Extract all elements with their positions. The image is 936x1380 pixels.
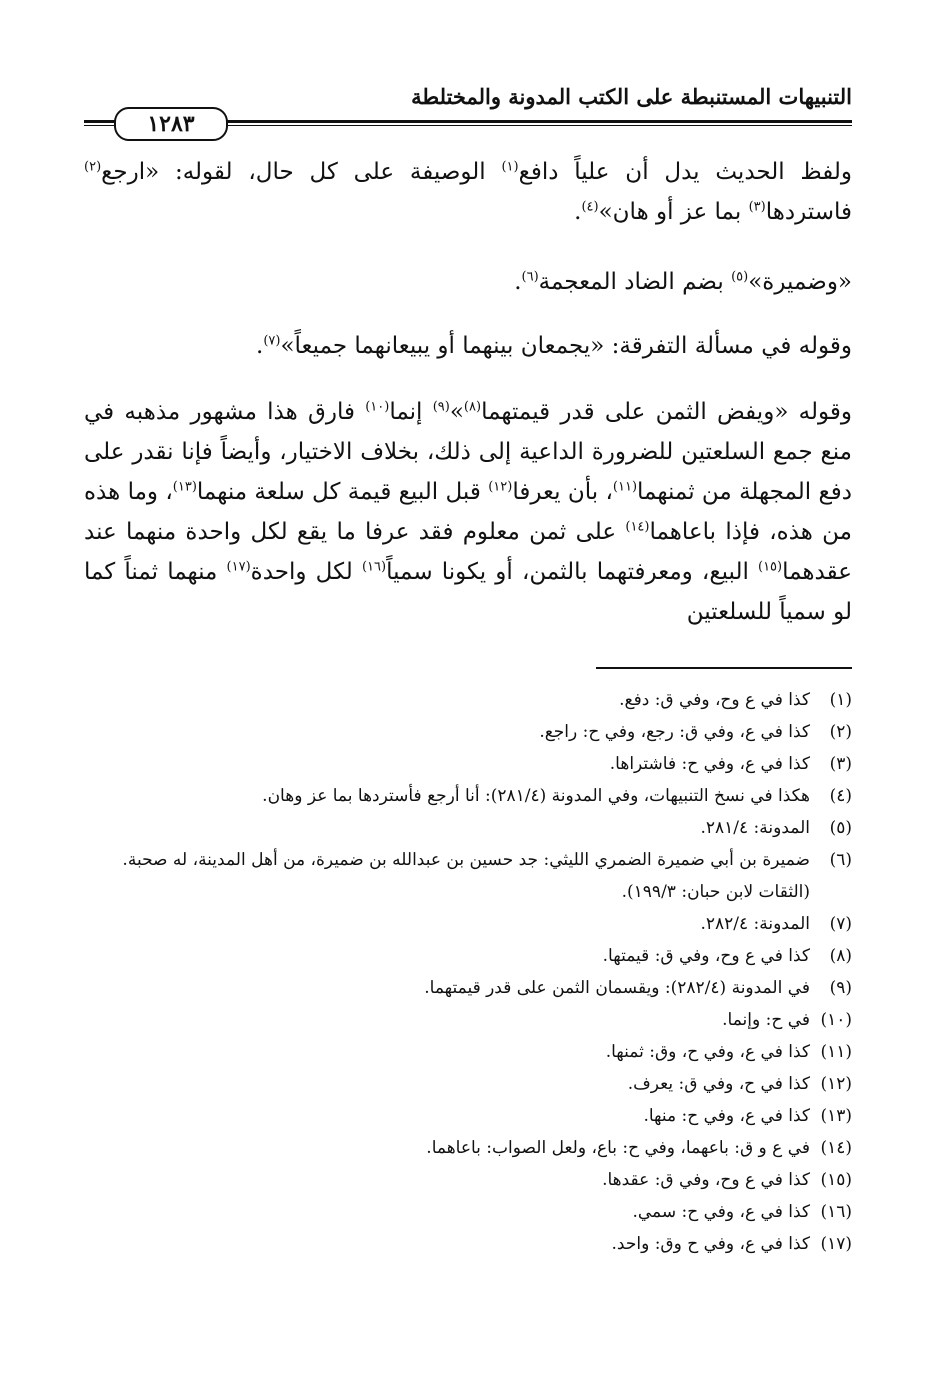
footnote-number: (٤): [829, 786, 852, 806]
footnote: [84, 972, 852, 1004]
footnote-text: في المدونة (٢٨٢/٤): ويقسمان الثمن على قدر قيمتهما.: [424, 978, 810, 998]
footnote-number: (١٦): [820, 1202, 852, 1222]
footnote-text: كذا في ع، وفي ح: منها.: [643, 1106, 810, 1126]
text-run: فارق هذا مشهور مذهبه في منع جمع السلعتين للضرورة الداعية إلى ذلك، بخلاف الاختيار، وأيضاً فإنا نقدر على دفع المجهلة من ثمنهما: [84, 399, 852, 505]
footnote: [84, 1036, 852, 1068]
footnote-text: كذا في ع، وفي ح: سمي.: [632, 1202, 810, 1222]
text-run: لكل واحدة: [250, 559, 362, 585]
footnote-number: (١٣): [820, 1106, 852, 1126]
footnote-ref[interactable]: (٩): [432, 399, 450, 415]
footnote-ref[interactable]: (١): [501, 159, 519, 175]
footnote-text: في ح: وإنما.: [722, 1010, 810, 1030]
footnote-ref[interactable]: (١٥): [758, 559, 783, 575]
footnote-number: (٢): [829, 722, 852, 742]
footnote-text: هكذا في نسخ التنبيهات، وفي المدونة (٢٨١/٤): أنا أرجع فأستردها بما عز وهان.: [262, 786, 810, 806]
footnote-ref[interactable]: (٦): [521, 269, 539, 285]
text-run: .: [256, 333, 264, 359]
footnote-number: (١٠): [820, 1010, 852, 1030]
footnote-number: (٦): [829, 850, 852, 870]
footnote-ref[interactable]: (١٠): [365, 399, 390, 415]
footnote-text: كذا في ع، وفي ح: فاشتراها.: [609, 754, 810, 774]
running-title: التنبيهات المستنبطة على الكتب المدونة والمختلطة: [411, 84, 852, 109]
text-run: الوصيفة على كل حال، لقوله: «ارجع: [101, 159, 502, 185]
footnote: [84, 748, 852, 780]
text-run: البيع، ومعرفتهما بالثمن، أو يكونا سمياً: [386, 559, 758, 585]
footnote-ref[interactable]: (١٢): [488, 479, 513, 495]
footnote-text: كذا في ع وح، وفي ق: عقدها.: [602, 1170, 810, 1190]
text-run: ، بأن يعرفا: [512, 479, 613, 505]
footnote-ref[interactable]: (١٣): [172, 479, 197, 495]
footnote-text: كذا في ح، وفي ق: يعرف.: [627, 1074, 810, 1094]
text-run: على ثمن معلوم فقد عرفا ما يقع لكل واحدة منهما عند عقدهما: [84, 519, 852, 585]
footnote-text: كذا في ع وح، وفي ق: قيمتها.: [602, 946, 810, 966]
footnote: [84, 940, 852, 972]
footnote-ref[interactable]: (١١): [612, 479, 638, 495]
footnote-text: في ع و ق: باعهما، وفي ح: باع، ولعل الصواب: باعاهما.: [426, 1138, 810, 1158]
footnote-number: (٣): [829, 754, 852, 774]
footnote-ref[interactable]: (٥): [731, 269, 749, 285]
footnote-text: كذا في ع، وفي ق: رجع، وفي ح: راجع.: [539, 722, 810, 742]
footnote-number: (١٢): [820, 1074, 852, 1094]
footnote: [84, 1004, 852, 1036]
footnote: [84, 716, 852, 748]
footnote-text: كذا في ع، وفي ح وق: واحد.: [611, 1234, 810, 1254]
text-run: بما عز أو هان»: [598, 199, 749, 225]
footnote: [84, 812, 852, 844]
footnote-text: ضميرة بن أبي ضميرة الضمري الليثي: جد حسين بن عبدالله بن ضميرة، من أهل المدينة، له صحبة. (الثقات لابن حبان: ١٩٩/٣).: [122, 850, 810, 902]
paragraph-1: [84, 152, 852, 232]
text-run: بضم الضاد المعجمة: [538, 269, 732, 295]
paragraph-2: [84, 262, 852, 302]
text-run: ولفظ الحديث يدل أن علياً دافع: [518, 159, 852, 185]
footnote-text: المدونة: ٢٨٢/٤.: [700, 914, 810, 934]
text-run: «وضميرة»: [748, 269, 852, 295]
footnote-number: (٧): [829, 914, 852, 934]
footnote-text: كذا في ع وح، وفي ق: دفع.: [619, 690, 810, 710]
text-run: وقوله في مسألة التفرقة: «يجمعان بينهما أو يبيعانهما جميعاً»: [280, 333, 852, 359]
footnote-ref[interactable]: (٤): [581, 199, 599, 215]
footnote-ref[interactable]: (٧): [263, 333, 281, 349]
footnote: [84, 780, 852, 812]
footnotes: [84, 684, 852, 1260]
paragraph-4: [84, 392, 852, 632]
footnote: [84, 908, 852, 940]
footnote-number: (١١): [820, 1042, 852, 1062]
text-run: قبل البيع قيمة كل سلعة منهما: [196, 479, 489, 505]
footnote: [84, 844, 852, 908]
footnote-number: (١٥): [820, 1170, 852, 1190]
footnote-ref[interactable]: (٣): [748, 199, 766, 215]
footnote-number: (٥): [829, 818, 852, 838]
footnote-number: (١٧): [820, 1234, 852, 1254]
footnote-ref[interactable]: (٨): [463, 399, 482, 415]
text-run: منهما ثمناً كما لو سمياً للسلعتين: [84, 559, 852, 625]
footnote: [84, 1068, 852, 1100]
footnote: [84, 1196, 852, 1228]
footnote-number: (٩): [829, 978, 852, 998]
footnote: [84, 1100, 852, 1132]
footnote-ref[interactable]: (١٦): [361, 559, 387, 575]
text-run: .: [574, 199, 582, 225]
footnote: [84, 1164, 852, 1196]
footnote-ref[interactable]: (١٤): [625, 519, 650, 535]
text-run: ، وما هذه من هذه، فإذا باعاهما: [84, 479, 852, 545]
text-run: وقوله «ويفض الثمن على قدر قيمتهما: [481, 399, 852, 425]
footnote: [84, 1228, 852, 1260]
footnote: [84, 684, 852, 716]
footnote-number: (١): [829, 690, 852, 710]
footnote-text: المدونة: ٢٨١/٤.: [700, 818, 810, 838]
footnote-text: كذا في ع، وفي ح، وق: ثمنها.: [605, 1042, 810, 1062]
footnote: [84, 1132, 852, 1164]
page-number: ١٢٨٣: [114, 107, 228, 141]
footnote-number: (١٤): [820, 1138, 852, 1158]
footnote-ref[interactable]: (١٧): [226, 559, 251, 575]
footnote-ref[interactable]: (٢): [84, 159, 102, 175]
text-run: .: [514, 269, 522, 295]
text-run: فاستردها: [765, 199, 852, 225]
footnote-separator: [596, 667, 852, 669]
paragraph-3: [84, 326, 852, 366]
text-run: »: [449, 399, 464, 425]
text-run: إنما: [389, 399, 433, 425]
footnote-number: (٨): [829, 946, 852, 966]
